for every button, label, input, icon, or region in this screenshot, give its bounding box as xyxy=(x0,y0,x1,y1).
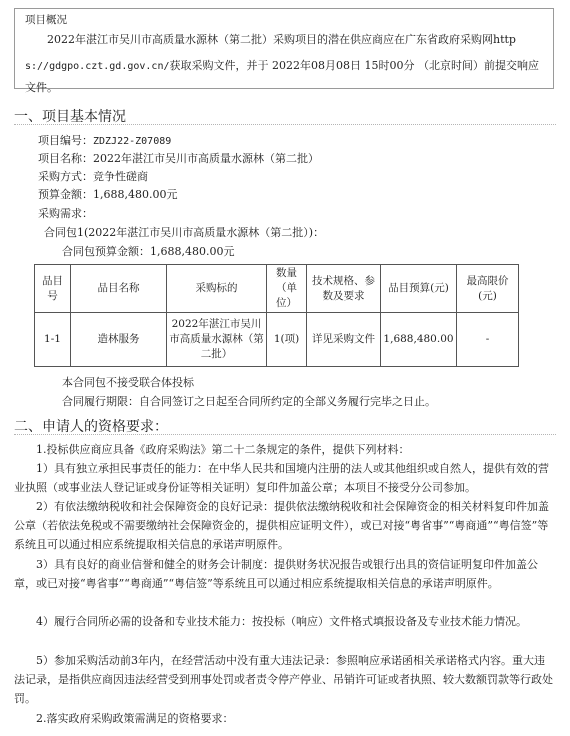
project-no-label: 项目编号： xyxy=(38,134,93,147)
note-no-consortium: 本合同包不接受联合体投标 xyxy=(62,376,194,389)
req-para-2: 1）具有独立承担民事责任的能力：在中华人民共和国境内注册的法人或其他组织或自然人，提供有效的营业执照（或事业法人登记证或身份证等相关证明）复印件加盖公章；本项目不接受分公司参加。 xyxy=(14,462,549,494)
req-para-1: 1.投标供应商应具备《政府采购法》第二十二条规定的条件，提供下列材料： xyxy=(36,443,410,456)
section2-divider xyxy=(14,434,556,435)
table-header: 品目号 xyxy=(35,265,71,313)
table-header: 最高限价(元) xyxy=(457,265,519,313)
table-header: 数量（单位） xyxy=(267,265,307,313)
project-no-row xyxy=(38,132,171,148)
section1-title: 一、项目基本情况 xyxy=(14,109,126,125)
package-table xyxy=(34,264,519,367)
table-header: 品目预算(元) xyxy=(381,265,457,313)
table-cell: 1(项) xyxy=(267,313,307,367)
budget-row xyxy=(38,186,177,202)
needs-label: 采购需求： xyxy=(38,207,93,220)
table-header: 技术规格、参数及要求 xyxy=(307,265,381,313)
overview-line-2 xyxy=(25,55,545,98)
budget-label: 预算金额： xyxy=(38,188,93,201)
gdgpo-link[interactable]: s://gdgpo.czt.gd.gov.cn/ xyxy=(25,61,170,72)
budget-value: 1,688,480.00元 xyxy=(93,188,178,201)
req-para-7: 2.落实政府采购政策需满足的资格要求： xyxy=(36,712,234,725)
table-cell: 造林服务 xyxy=(71,313,167,367)
project-name-label: 项目名称： xyxy=(38,152,93,165)
table-cell: - xyxy=(457,313,519,367)
req-para-4: 3）具有良好的商业信誉和健全的财务会计制度：提供财务状况报告或银行出具的资信证明复印件加盖公章，或已对接“粤省事”“粤商通”“粤信签”等系统且可以通过相应系统提取相关信息的承诺声明原件。 xyxy=(14,558,538,590)
table-cell: 1-1 xyxy=(35,313,71,367)
method-label: 采购方式： xyxy=(38,170,93,183)
overview-line-1: 2022年湛江市吴川市高质量水源林（第二批）采购项目的潜在供应商应在广东省政府采购网http xyxy=(47,33,516,46)
overview-line-2-rest: 获取采购文件，并于 2022年08月08日 15时00分 （北京时间）前提交响应文件。 xyxy=(25,59,539,94)
project-name-row xyxy=(38,150,319,166)
req-para-5: 4）履行合同所必需的设备和专业技术能力：按投标（响应）文件格式填报设备及专业技术能力情况。 xyxy=(36,615,527,628)
table-cell: 详见采购文件 xyxy=(307,313,381,367)
section1-divider xyxy=(14,124,556,125)
table-header: 品目名称 xyxy=(71,265,167,313)
overview-title: 项目概况 xyxy=(25,14,67,26)
project-no-value: ZDZJ22-Z07089 xyxy=(93,136,172,147)
req-para-3: 2）有依法缴纳税收和社会保障资金的良好记录：提供依法缴纳税收和社会保障资金的相关材料复印件加盖公章（若依法免税或不需要缴纳社会保障资金的，提供相应证明文件），或已对接“粤省事”“粤商通”“粤信签”等系统且可以通过相应系统提取相关信息的承诺声明原件。 xyxy=(14,500,549,551)
note-contract-period: 合同履行期限：自合同签订之日起至合同所约定的全部义务履行完毕之日止。 xyxy=(62,395,436,408)
table-cell: 1,688,480.00 xyxy=(381,313,457,367)
table-header: 采购标的 xyxy=(167,265,267,313)
method-value: 竞争性磋商 xyxy=(93,170,148,183)
req-para-6: 5）参加采购活动前3年内，在经营活动中没有重大违法记录：参照响应承诺函相关承诺格式内容。重大违法记录，是指供应商因违法经营受到刑事处罚或者责令停产停业、吊销许可证或者执照、较大数额罚款等行政处罚。 xyxy=(14,654,553,705)
table-row xyxy=(35,313,519,367)
overview-box xyxy=(14,8,554,94)
project-name-value: 2022年湛江市吴川市高质量水源林（第二批） xyxy=(93,152,319,165)
method-row xyxy=(38,168,148,184)
table-header-row xyxy=(35,265,519,313)
section2-title: 二、申请人的资格要求： xyxy=(14,419,168,435)
table-cell: 2022年湛江市吴川市高质量水源林（第二批） xyxy=(167,313,267,367)
package-budget-line: 合同包预算金额：1,688,480.00元 xyxy=(62,245,235,258)
package-line: 合同包1(2022年湛江市吴川市高质量水源林（第二批）)： xyxy=(44,226,325,239)
